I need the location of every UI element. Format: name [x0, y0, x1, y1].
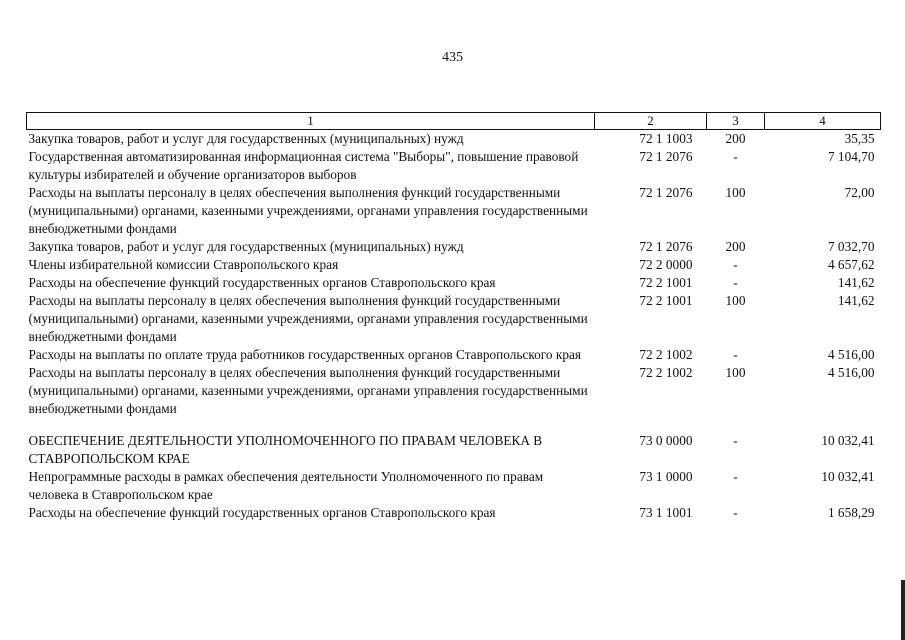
scan-edge-mark: [901, 580, 905, 640]
row-amount: 4 516,00: [827, 347, 875, 362]
row-code: 72 2 1001: [639, 293, 693, 308]
row-type: 100: [725, 293, 746, 308]
page-number: 435: [442, 50, 463, 65]
row-type: -: [733, 347, 738, 362]
header-code: 2: [595, 113, 707, 130]
row-name: Расходы на выплаты персоналу в целях обеспечения выполнения функций государственными (муниципальными) органами, казенными учреждениями, органами управления государственными внебюджетными фондами: [28, 293, 588, 344]
row-code: 72 2 1002: [639, 365, 693, 380]
row-code: 73 0 0000: [639, 433, 693, 448]
row-name: Расходы на выплаты по оплате труда работников государственных органов Ставропольского края: [28, 347, 582, 362]
table-row: [27, 346, 881, 364]
row-amount: 72,00: [844, 185, 875, 200]
row-amount: 10 032,41: [821, 433, 875, 448]
row-name: Члены избирательной комиссии Ставропольского края: [28, 257, 339, 272]
table-row: [27, 148, 881, 184]
row-type: 200: [725, 131, 746, 146]
row-code: 72 2 1001: [639, 275, 693, 290]
row-type: -: [733, 433, 738, 448]
row-amount: 141,62: [837, 275, 875, 290]
budget-table: [26, 112, 881, 522]
row-name: Государственная автоматизированная информационная система "Выборы", повышение правовой культуры избирателей и обучение организаторов выборов: [28, 149, 579, 182]
budget-table-container: [26, 112, 880, 522]
spacer-cell: [27, 418, 881, 432]
row-name: ОБЕСПЕЧЕНИЕ ДЕЯТЕЛЬНОСТИ УПОЛНОМОЧЕННОГО ПО ПРАВАМ ЧЕЛОВЕКА В СТАВРОПОЛЬСКОМ КРАЕ: [28, 433, 543, 466]
table-row: [27, 184, 881, 238]
row-code: 72 2 0000: [639, 257, 693, 272]
row-type: -: [733, 275, 738, 290]
table-row: [27, 238, 881, 256]
table-row: [27, 364, 881, 418]
section-spacer: [27, 418, 881, 432]
row-type: -: [733, 257, 738, 272]
table-row: [27, 292, 881, 346]
row-code: 73 1 0000: [639, 469, 693, 484]
row-name: Расходы на выплаты персоналу в целях обеспечения выполнения функций государственными (муниципальными) органами, казенными учреждениями, органами управления государственными внебюджетными фондами: [28, 185, 588, 236]
table-row: [27, 256, 881, 274]
row-amount: 7 104,70: [827, 149, 875, 164]
row-code: 72 1 2076: [639, 149, 693, 164]
table-row: [27, 504, 881, 522]
row-type: -: [733, 149, 738, 164]
header-type: 3: [707, 113, 765, 130]
row-name: Расходы на выплаты персоналу в целях обеспечения выполнения функций государственными (муниципальными) органами, казенными учреждениями, органами управления государственными внебюджетными фондами: [28, 365, 588, 416]
row-name: Закупка товаров, работ и услуг для государственных (муниципальных) нужд: [28, 239, 464, 254]
table-row: [27, 432, 881, 468]
row-name: Расходы на обеспечение функций государственных органов Ставропольского края: [28, 505, 496, 520]
row-name: Закупка товаров, работ и услуг для государственных (муниципальных) нужд: [28, 131, 464, 146]
table-row: [27, 274, 881, 292]
header-name: 1: [27, 113, 595, 130]
table-row: [27, 468, 881, 504]
table-row: [27, 130, 881, 149]
row-amount: 35,35: [844, 131, 875, 146]
row-type: -: [733, 469, 738, 484]
row-type: 200: [725, 239, 746, 254]
row-amount: 141,62: [837, 293, 875, 308]
table-header-row: [27, 113, 881, 130]
row-type: 100: [725, 365, 746, 380]
row-amount: 10 032,41: [821, 469, 875, 484]
row-name: Расходы на обеспечение функций государственных органов Ставропольского края: [28, 275, 496, 290]
row-code: 72 2 1002: [639, 347, 693, 362]
row-amount: 4 516,00: [827, 365, 875, 380]
row-amount: 4 657,62: [827, 257, 875, 272]
row-code: 72 1 2076: [639, 185, 693, 200]
row-code: 73 1 1001: [639, 505, 693, 520]
row-code: 72 1 1003: [639, 131, 693, 146]
row-amount: 7 032,70: [827, 239, 875, 254]
header-amount: 4: [765, 113, 881, 130]
row-name: Непрограммные расходы в рамках обеспечения деятельности Уполномоченного по правам человека в Ставропольском крае: [28, 469, 544, 502]
row-type: 100: [725, 185, 746, 200]
row-code: 72 1 2076: [639, 239, 693, 254]
row-amount: 1 658,29: [827, 505, 875, 520]
row-type: -: [733, 505, 738, 520]
